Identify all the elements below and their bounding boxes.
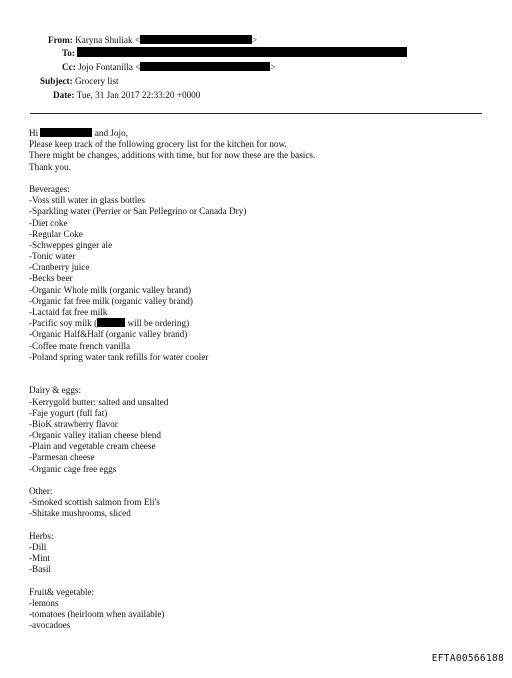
list-item: -avocadoes bbox=[29, 620, 71, 631]
list-item: -Faje yogurt (full fat) bbox=[29, 407, 108, 418]
list-item: -Organic cage free eggs bbox=[29, 463, 117, 474]
beverages-list-2 bbox=[29, 329, 315, 363]
list-item: -Smoked scottish salmon from Eli's bbox=[29, 497, 160, 508]
beverages-list bbox=[29, 195, 315, 318]
list-item: -Cranberry juice bbox=[29, 262, 90, 273]
header-divider bbox=[30, 113, 482, 114]
cc-value: Jojo Fontanilla < bbox=[78, 62, 141, 72]
list-item: -tomatoes (heirloom when available) bbox=[29, 609, 165, 620]
list-item: -Diet coke bbox=[29, 217, 68, 228]
from-close: > bbox=[252, 35, 258, 45]
section-title: Other: bbox=[29, 486, 53, 496]
redacted-email bbox=[140, 62, 270, 71]
list-item: -Tonic water bbox=[29, 251, 76, 262]
list-item: -BioK strawberry flavor bbox=[29, 418, 118, 429]
intro-line: Thank you. bbox=[29, 161, 71, 172]
date-value: Tue, 31 Jan 2017 22:33:20 +0000 bbox=[76, 90, 201, 100]
list-item: -Becks beer bbox=[29, 273, 73, 284]
date-label: Date: bbox=[53, 90, 75, 100]
date-row bbox=[53, 89, 200, 101]
list-item: -Basil bbox=[29, 564, 51, 575]
other-list bbox=[29, 497, 315, 519]
to-row bbox=[62, 47, 407, 59]
list-item: -Schweppes ginger ale bbox=[29, 239, 113, 250]
list-item: -Kerrygold butter: salted and unsalted bbox=[29, 396, 169, 407]
list-item: -Organic Whole milk (organic valley brand) bbox=[29, 284, 192, 295]
subject-label: Subject: bbox=[40, 76, 73, 86]
subject-row bbox=[40, 75, 119, 87]
soy-item-end: will be ordering) bbox=[125, 318, 190, 329]
list-item: -lemons bbox=[29, 597, 59, 608]
list-item: -Organic fat free milk (organic valley brand) bbox=[29, 295, 193, 306]
cc-label: Cc: bbox=[62, 62, 76, 72]
fruit-list bbox=[29, 598, 315, 632]
list-item bbox=[29, 318, 315, 329]
soy-item-start: -Pacific soy milk ( bbox=[29, 318, 98, 329]
redacted-name bbox=[97, 318, 125, 327]
section-title: Fruit& vegetable: bbox=[29, 586, 95, 597]
from-value: Karyna Shuliak < bbox=[75, 35, 141, 45]
list-item: -Organic valley italian cheese blend bbox=[29, 430, 161, 441]
redacted-email bbox=[140, 35, 252, 44]
cc-close: > bbox=[270, 62, 276, 72]
list-item: -Mint bbox=[29, 553, 50, 564]
list-item: -Poland spring water tank refills for water cooler bbox=[29, 351, 209, 362]
cc-row bbox=[62, 61, 276, 73]
document-id: EFTA00566188 bbox=[431, 653, 504, 664]
redacted-recipients bbox=[77, 47, 407, 57]
intro-line: There might be changes, additions with time, but for now these are the basics. bbox=[29, 150, 316, 161]
redacted-name bbox=[40, 128, 92, 137]
greeting: Hi bbox=[29, 128, 39, 138]
from-label: From: bbox=[48, 35, 73, 45]
from-row bbox=[48, 34, 257, 46]
list-item: -Shitake mushrooms, sliced bbox=[29, 508, 131, 519]
greeting-rest: and Jojo, bbox=[92, 128, 128, 138]
list-item: -Plain and vegetable cream cheese bbox=[29, 441, 156, 452]
section-title: Herbs: bbox=[29, 530, 54, 541]
list-item: -Coffee mate french vanilla bbox=[29, 340, 131, 351]
list-item: -Lactaid fat free milk bbox=[29, 307, 108, 317]
list-item: -Parmesan cheese bbox=[29, 452, 95, 463]
intro-line: Please keep track of the following grocery list for the kitchen for now. bbox=[29, 139, 287, 150]
email-body bbox=[29, 128, 315, 631]
dairy-list bbox=[29, 397, 315, 475]
list-item: -Voss still water in glass bottles bbox=[29, 195, 145, 206]
greeting-line bbox=[29, 128, 315, 139]
list-item: -Organic Half&Half (organic valley brand) bbox=[29, 329, 188, 340]
list-item: -Sparkling water (Perrier or San Pellegrino or Canada Dry) bbox=[29, 206, 247, 217]
section-title: Beverages: bbox=[29, 183, 70, 194]
list-item: -Dill bbox=[29, 541, 47, 552]
to-label: To: bbox=[62, 48, 75, 58]
list-item: -Regular Coke bbox=[29, 228, 83, 239]
herbs-list bbox=[29, 542, 315, 576]
subject-value: Grocery list bbox=[74, 76, 119, 86]
section-title: Dairy & eggs: bbox=[29, 385, 82, 396]
